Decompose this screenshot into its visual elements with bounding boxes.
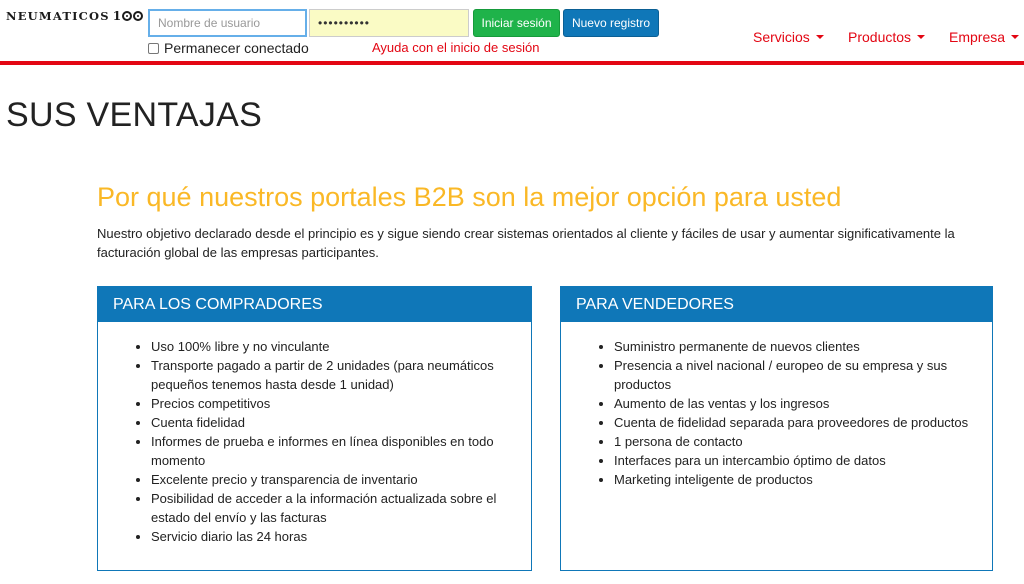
- tire-icon: [122, 11, 132, 21]
- sellers-panel-heading: PARA VENDEDORES: [561, 287, 992, 322]
- register-button[interactable]: Nuevo registro: [563, 9, 659, 37]
- caret-down-icon: [816, 35, 824, 39]
- nav-company[interactable]: [949, 29, 1019, 45]
- list-item: • Excelente precio y transparencia de inventario: [151, 470, 519, 489]
- list-item: • Cuenta fidelidad: [151, 413, 519, 432]
- site-logo[interactable]: [6, 8, 143, 24]
- list-item: • 1 persona de contacto: [614, 432, 980, 451]
- list-item: • Servicio diario las 24 horas: [151, 527, 519, 546]
- page-title: SUS VENTAJAS: [6, 96, 263, 134]
- nav-services[interactable]: [753, 29, 824, 45]
- section-subtitle: Por qué nuestros portales B2B son la mejor opción para usted: [97, 182, 842, 212]
- list-item: • Aumento de las ventas y los ingresos: [614, 394, 980, 413]
- logo-number: [113, 9, 143, 23]
- buyers-panel-heading: PARA LOS COMPRADORES: [98, 287, 531, 322]
- list-item: • Marketing inteligente de productos: [614, 470, 980, 489]
- list-item: • Suministro permanente de nuevos clientes: [614, 337, 980, 356]
- nav-label: Empresa: [949, 29, 1006, 45]
- list-item: • Precios competitivos: [151, 394, 519, 413]
- logo-text: NEUMATICOS: [6, 9, 110, 23]
- nav-products[interactable]: [848, 29, 925, 45]
- remember-checkbox[interactable]: [148, 43, 159, 54]
- list-item: • Cuenta de fidelidad separada para proveedores de productos: [614, 413, 980, 432]
- list-item: • Interfaces para un intercambio óptimo de datos: [614, 451, 980, 470]
- list-item: • Informes de prueba e informes en línea disponibles en todo momento: [151, 432, 519, 470]
- intro-text: Nuestro objetivo declarado desde el principio es y sigue siendo crear sistemas orientados al cliente y fáciles de usar y aumentar significativamente la facturación global de las empresas participantes.: [97, 226, 955, 260]
- nav-label: Productos: [848, 29, 912, 45]
- buyers-panel: [97, 286, 532, 571]
- login-help-link[interactable]: Ayuda con el inicio de sesión: [372, 40, 540, 55]
- list-item: • Transporte pagado a partir de 2 unidades (para neumáticos pequeños tenemos hasta desde 1 unidad): [151, 356, 519, 394]
- buyers-benefits-list: [98, 337, 531, 546]
- caret-down-icon: [917, 35, 925, 39]
- list-item: • Presencia a nivel nacional / europeo de su empresa y sus productos: [614, 356, 980, 394]
- caret-down-icon: [1011, 35, 1019, 39]
- tire-icon: [133, 11, 143, 21]
- login-button[interactable]: Iniciar sesión: [473, 9, 560, 37]
- list-item: • Uso 100% libre y no vinculante: [151, 337, 519, 356]
- header-divider: [0, 61, 1024, 65]
- logo-number-prefix: 1: [112, 9, 122, 23]
- remember-me[interactable]: [148, 40, 309, 56]
- nav-label: Servicios: [753, 29, 810, 45]
- password-input[interactable]: [309, 9, 469, 37]
- sellers-benefits-list: [561, 337, 992, 489]
- site-header: [0, 0, 1024, 62]
- list-item: • Posibilidad de acceder a la información actualizada sobre el estado del envío y las facturas: [151, 489, 519, 527]
- remember-label: Permanecer conectado: [164, 40, 309, 56]
- username-input[interactable]: [148, 9, 307, 37]
- sellers-panel: [560, 286, 993, 571]
